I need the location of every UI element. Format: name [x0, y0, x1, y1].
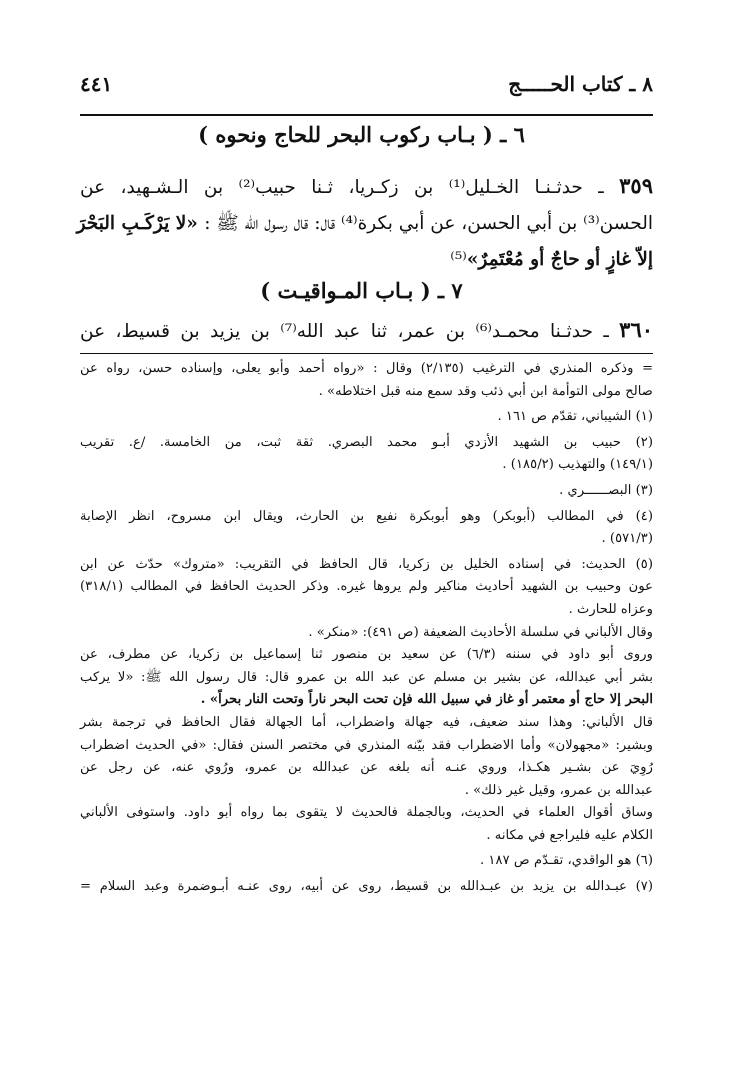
section-title-6: ٦ ـ ( بـاب ركوب البحر للحاج ونحوه )	[198, 122, 525, 147]
footnote-ref-5: ⁽⁵⁾	[450, 249, 467, 270]
footnote-5-line-1: (٥) الحديث: في إسناده الخليل بن زكريا، قال الحافظ في التقريب: «متروك» حدّث عن ابن	[80, 556, 653, 572]
footnote-7-line-1: (٧) عبـدالله بن يزيد بن عبـدالله بن قسيط، روى عن أبيه، روى عنـه أبـوضمرة وعبد السلام =	[80, 879, 653, 895]
footnote-5-line-5: وروى أبو داود في سننه (٦/٣) عن سعيد بن منصور ثنا إسماعيل بن زكريا، عن مطرف، عن	[80, 647, 653, 663]
footnote-5-line-12: وساق أقوال العلماء في الحديث، وبالجملة فالحديث لا يتقوى بما رواه أبو داود. واستوفى الألباني	[80, 805, 653, 821]
footnote-4-line-1: (٤) في المطالب (أبوبكر) وهو أبوبكرة نفيع بن الحارث، ويقال ابن مسروح، انظر الإصابة	[80, 508, 653, 524]
footnote-5-line-6: بشر أبي عبدالله، عن بشير بن مسلم عن عبد الله بن عمرو قال: قال رسول الله ﷺ: «لا يركب	[80, 669, 653, 685]
footnote-4-line-2: (٥٧١/٣) .	[601, 531, 653, 547]
footnote-rule	[80, 353, 653, 354]
hadith-359-matn-start: «لا يَرْكَـبِ البَحْرَ	[76, 213, 205, 234]
hadith-359-matn-end: إلاّ غازٍ أو حاجٌ أو مُعْتَمِرٌ»	[466, 249, 653, 270]
hadith-359-text-1: ـ حدثـنـا الخـليل⁽¹⁾ بن زكـريا، ثـنا حبيب⁽²⁾ بن الـشـهيد، عن	[80, 177, 620, 198]
hadith-360	[80, 312, 653, 350]
footnote-5-line-2: عون وحبيب بن الشهيد أحاديث مناكير ولم يروها غيره. وذكر الحديث الحافظ في المطالب (٣١٨/١)	[80, 579, 653, 595]
hadith-359-line-3	[80, 242, 653, 278]
footnote-5-line-11: عبدالله بن عمرو، وقيل غير ذلك» .	[464, 782, 653, 798]
footnote-5-line-3: وعزاه للحارث .	[568, 601, 653, 617]
header-rule	[80, 114, 653, 116]
footnote-5-line-10: رُوِيَ عن بشـير هكـذا، وروي عنـه أنه بلغه عن عبدالله بن عمرو، ورُوي عنه، عن رجل عن	[80, 760, 653, 776]
chapter-title: ٨ ـ كتاب الحـــــج	[508, 72, 653, 96]
footnote-continuation-line-1: = وذكره المنذري في الترغيب (٢/١٣٥) وقال : «رواه أحمد وأبو يعلى، وإسناده حسن، رواه عن	[80, 361, 653, 376]
hadith-359-line-2	[76, 206, 653, 242]
footnote-6: (٦) هو الواقدي، تقـدّم ص ١٨٧ .	[480, 853, 653, 869]
hadith-number-360: ٣٦٠	[619, 317, 654, 342]
footnote-1: (١) الشيباني، تقدّم ص ١٦١ .	[497, 409, 653, 425]
hadith-360-line-1	[80, 312, 653, 350]
footnote-5-line-9: وبشير: «مجهولان» وأما الاضطراب فقد بيّنه المنذري في مختصر السنن فقال: «في الحديث اضطراب	[80, 737, 653, 753]
footnote-5-line-8: قال الألباني: وهذا سند ضعيف، فيه جهالة واضطراب، أما الجهالة فقال الحافظ في ترجمة بشر	[80, 714, 653, 730]
footnote-5-line-7: البحر إلا حاج أو معتمر أو غاز في سبيل الله فإن تحت البحر ناراً وتحت النار بحراً» .	[200, 692, 653, 708]
page-header	[80, 72, 653, 102]
footnote-5-line-4: وقال الألباني في سلسلة الأحاديث الضعيفة (ص ٤٩١): «منكر» .	[308, 624, 653, 640]
hadith-359-line-1	[80, 168, 653, 206]
page-number: ٤٤١	[80, 72, 113, 96]
hadith-number-359: ٣٥٩	[619, 173, 653, 198]
hadith-359	[76, 168, 653, 278]
footnote-5-line-13: الكلام عليه فليراجع في مكانه .	[486, 827, 653, 843]
hadith-359-text-2: الحسن⁽³⁾ بن أبي الحسن، عن أبي بكرة⁽⁴⁾ قال: قال رسول الله ﷺ :	[204, 213, 653, 234]
footnote-2-line-2: (١٤٩/١) والتهذيب (١٨٥/٢) .	[502, 457, 653, 473]
footnote-continuation-line-2: صالح مولى التوأمة ابن أبي ذئب وقد سمع منه قبل اختلاطه» .	[318, 383, 653, 399]
section-title-7: ٧ ـ ( بـاب المـواقيـت )	[260, 278, 463, 303]
footnote-3: (٣) البصــــــري .	[559, 482, 653, 498]
footnotes	[80, 358, 653, 899]
hadith-360-text-1: ـ حدثـنا محمـد⁽⁶⁾ بن عمر، ثنا عبد الله⁽⁷⁾ بن يزيد بن قسيط، عن	[80, 321, 620, 342]
footnote-2-line-1: (٢) حبيب بن الشهيد الأزدي أبـو محمد البصري. ثقة ثبت، من الخامسة. /ع. تقريب	[80, 434, 653, 450]
